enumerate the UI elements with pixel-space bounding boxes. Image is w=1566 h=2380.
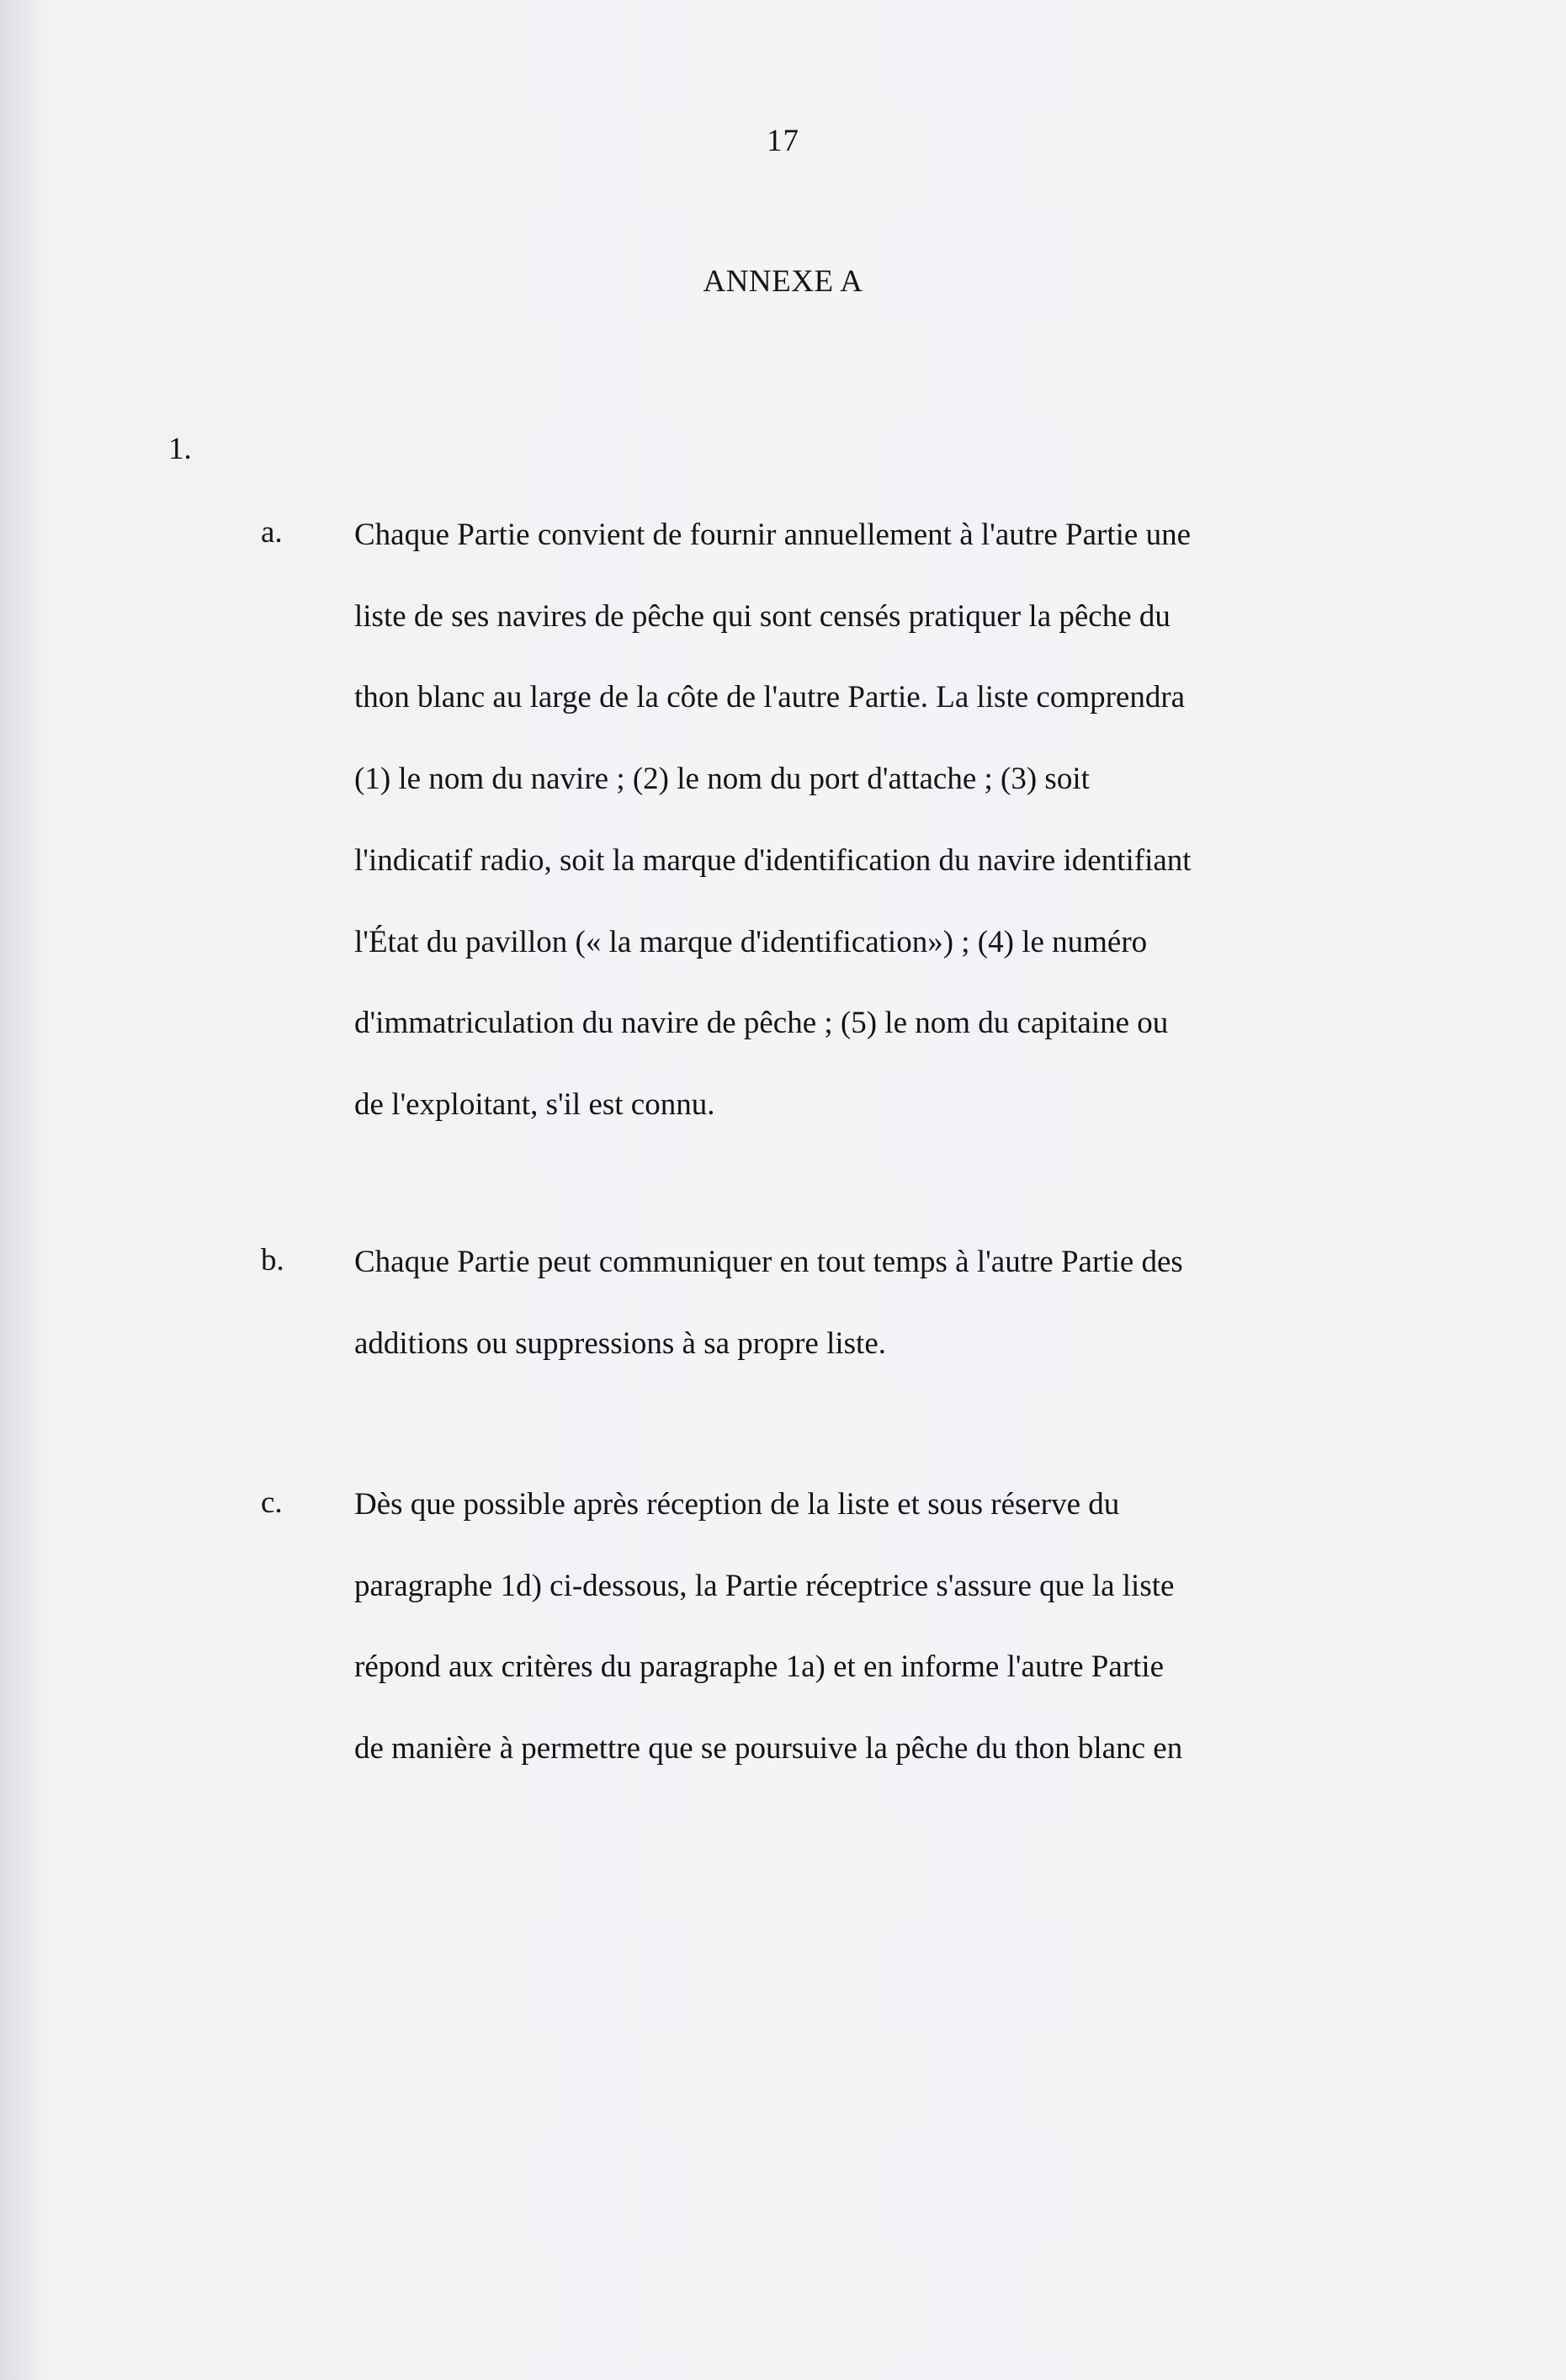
item-a-paragraph	[354, 495, 1322, 1146]
text-line: l'État du pavillon (« la marque d'identification») ; (4) le numéro	[354, 924, 1148, 959]
item-c-paragraph	[354, 1464, 1322, 1790]
annex-heading: ANNEXE A	[703, 264, 863, 299]
text-line: répond aux critères du paragraphe 1a) et en informe l'autre Partie	[354, 1650, 1165, 1685]
text-line: thon blanc au large de la côte de l'autre Partie. La liste comprendra	[354, 680, 1186, 715]
section-number: 1.	[168, 432, 192, 466]
text-line: de manière à permettre que se poursuive la pêche du thon blanc en	[354, 1731, 1183, 1766]
text-line: (1) le nom du navire ; (2) le nom du port d'attache ; (3) soit	[354, 762, 1090, 797]
text-line: d'immatriculation du navire de pêche ; (5) le nom du capitaine ou	[354, 1006, 1169, 1041]
page-number: 17	[767, 124, 799, 158]
text-line: Dès que possible après réception de la liste et sous réserve du	[354, 1487, 1120, 1522]
item-b-letter: b.	[261, 1243, 284, 1278]
text-line: additions ou suppressions à sa propre liste.	[354, 1325, 886, 1361]
text-line: paragraphe 1d) ci-dessous, la Partie réceptrice s'assure que la liste	[354, 1568, 1175, 1603]
item-c-letter: c.	[261, 1485, 283, 1520]
page-shadow-edge	[0, 0, 37, 2380]
text-line: liste de ses navires de pêche qui sont censés pratiquer la pêche du	[354, 598, 1171, 634]
item-a-letter: a.	[261, 515, 283, 550]
text-line: Chaque Partie convient de fournir annuellement à l'autre Partie une	[354, 518, 1191, 552]
text-line: de l'exploitant, s'il est connu.	[354, 1086, 715, 1122]
text-line: l'indicatif radio, soit la marque d'identification du navire identifiant	[354, 842, 1192, 878]
text-line: Chaque Partie peut communiquer en tout temps à l'autre Partie des	[354, 1245, 1183, 1279]
item-b-paragraph	[354, 1222, 1322, 1384]
